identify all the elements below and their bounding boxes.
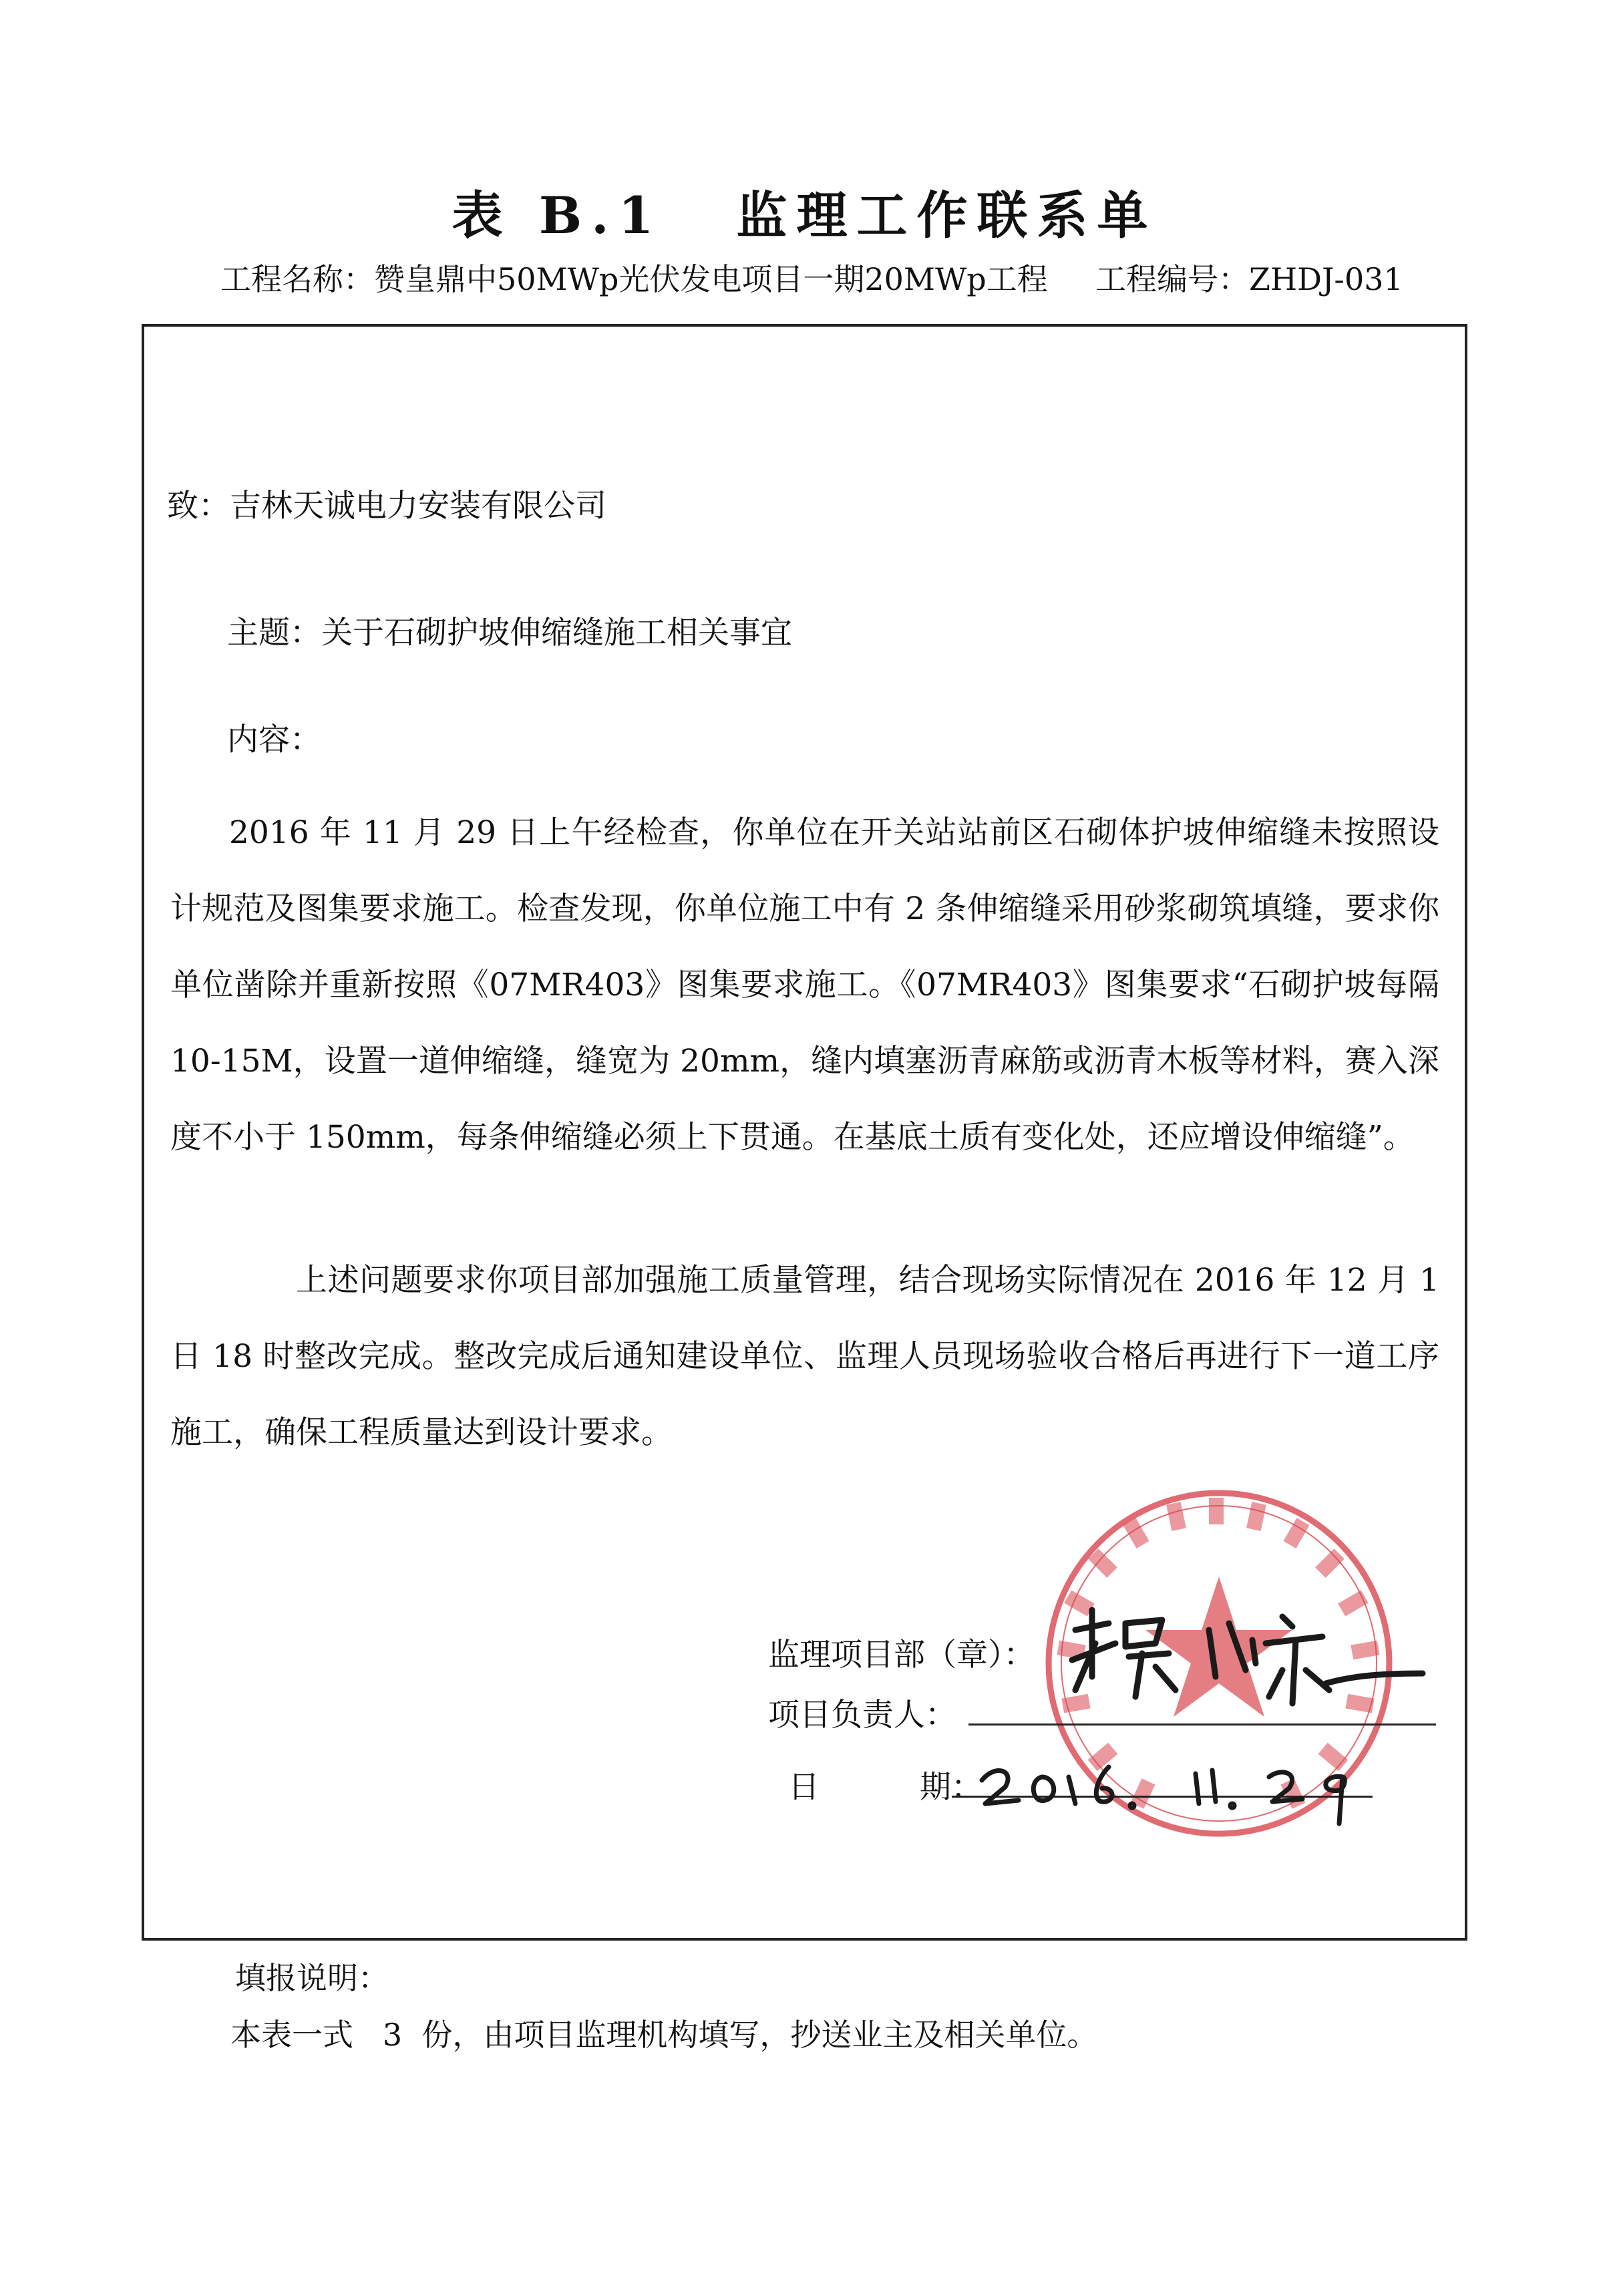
- date-label: [788, 1762, 982, 1807]
- content-paragraph-2: 上述问题要求你项目部加强施工质量管理，结合现场实际情况在 2016 年 12 月 1 日 18 时整改完成。整改完成后通知建设单位、监理人员现场验收合格后再进行下一道工序施工，确保工程质量达到设计要求。: [170, 1262, 1439, 1451]
- project-name-label: 工程名称：: [220, 261, 374, 297]
- subject-line: [227, 608, 792, 653]
- project-manager-label: 项目负责人：: [768, 1697, 956, 1734]
- table-number: 表 B.1: [452, 186, 663, 245]
- recipient-line: [167, 481, 606, 526]
- recipient-label: 致：: [167, 488, 230, 524]
- subject-value: 关于石砌护坡伸缩缝施工相关事宜: [321, 615, 792, 651]
- handwritten-date-icon: [968, 1747, 1383, 1840]
- project-number-value: ZHDJ-031: [1249, 261, 1403, 297]
- filling-instructions-text: 本表一式 3 份，由项目监理机构填写，抄送业主及相关单位。: [230, 2017, 1098, 2053]
- project-name-line: [220, 255, 1048, 299]
- content-paragraph-1: 2016 年 11 月 29 日上午经检查，你单位在开关站站前区石砌体护坡伸缩缝未按照设计规范及图集要求施工。检查发现，你单位施工中有 2 条伸缩缝采用砂浆砌筑填缝，要求你单位凿除并重新按照《07MR403》图集要求施工。《07MR403》图集要求“石砌护坡每隔10-15M，设置一道伸缩缝，缝宽为 20mm，缝内填塞沥青麻筋或沥青木板等材料，赛入深度不小于 150mm，每条伸缩缝必须上下贯通。在基底土质有变化处，还应增设伸缩缝”。: [170, 814, 1439, 1156]
- recipient-value: 吉林天诚电力安装有限公司: [230, 488, 606, 524]
- document-title: [0, 175, 1609, 248]
- filling-instructions-title: 填报说明：: [235, 1960, 389, 1996]
- form-title: 监理工作联系单: [736, 186, 1157, 245]
- supervision-dept-seal-label: 监理项目部（章）：: [768, 1637, 1035, 1673]
- project-number-line: [1095, 255, 1403, 299]
- date-label-char-2: 期：: [920, 1769, 982, 1806]
- content-label: 内容：: [227, 721, 321, 758]
- project-number-label: 工程编号：: [1095, 261, 1249, 297]
- subject-label: 主题：: [227, 615, 321, 651]
- project-name-value: 赞皇鼎中50MWp光伏发电项目一期20MWp工程: [374, 261, 1048, 297]
- date-label-char-1: 日: [788, 1769, 820, 1806]
